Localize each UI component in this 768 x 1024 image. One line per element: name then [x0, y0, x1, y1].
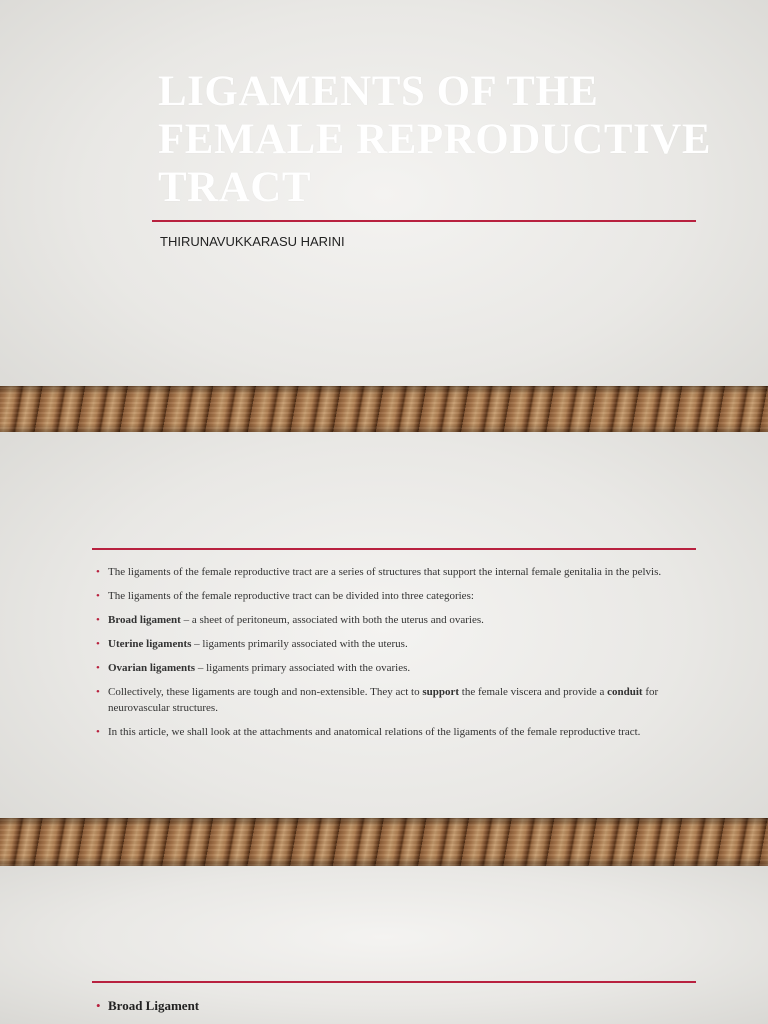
bullet-item: • Broad Ligament	[96, 998, 199, 1014]
bullet-item: • Uterine ligaments – ligaments primarily associated with the uterus.	[96, 636, 696, 652]
bullet-item: • The ligaments of the female reproductive tract can be divided into three categories:	[96, 588, 696, 604]
bold-term: support	[422, 686, 460, 698]
wood-floor	[0, 818, 768, 866]
bold-term: conduit	[607, 686, 643, 698]
bullet-item: • Broad ligament – a sheet of peritoneum, associated with both the uterus and ovaries.	[96, 612, 696, 628]
bullet-list	[96, 564, 696, 748]
content-divider	[92, 981, 696, 983]
bullet-item: • Collectively, these ligaments are tough and non-extensible. They act to support the female viscera and provide a conduit for neurovascular structures.	[96, 684, 696, 716]
wood-floor	[0, 386, 768, 432]
bullet-item: • Ovarian ligaments – ligaments primary associated with the ovaries.	[96, 660, 696, 676]
bullet-item: • In this article, we shall look at the attachments and anatomical relations of the ligaments of the female reproductive tract.	[96, 724, 696, 740]
bold-term: Broad ligament	[108, 614, 181, 626]
slide-1	[0, 0, 768, 432]
slide-subtitle: THIRUNAVUKKARASU HARINI	[160, 234, 345, 249]
bold-term: Uterine ligaments	[108, 638, 192, 650]
title-divider	[152, 220, 696, 222]
content-divider	[92, 548, 696, 550]
slide-title: LIGAMENTS OF THE FEMALE REPRODUCTIVE TRACT	[158, 68, 712, 211]
bullet-item: • The ligaments of the female reproductive tract are a series of structures that support the internal female genitalia in the pelvis.	[96, 564, 696, 580]
bold-term: Ovarian ligaments	[108, 662, 196, 674]
